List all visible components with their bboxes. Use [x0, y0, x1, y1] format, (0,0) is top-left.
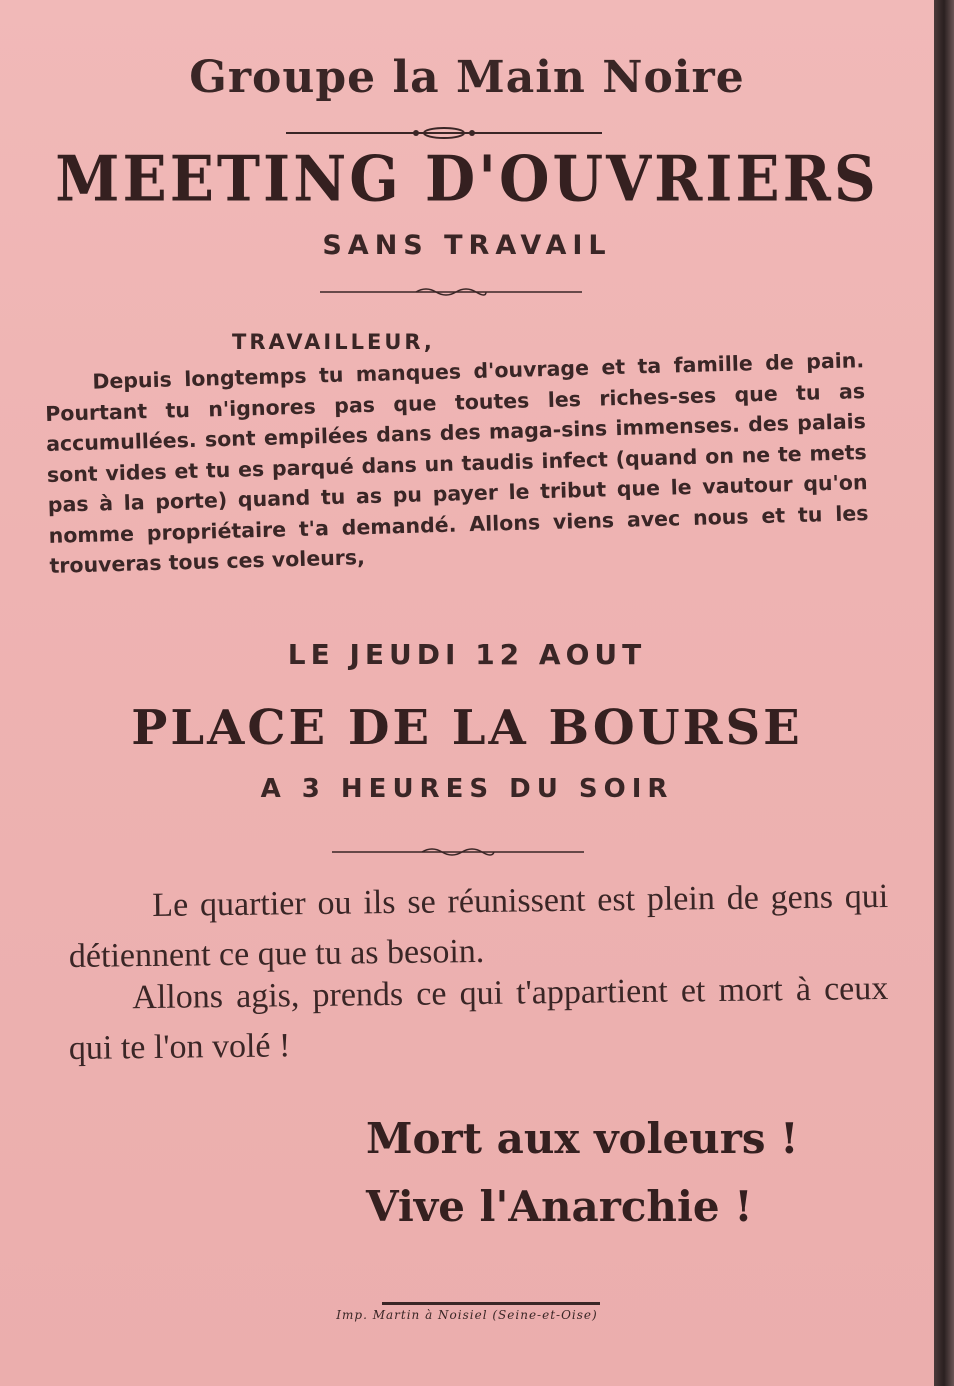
ornament-rule-middle — [320, 284, 582, 300]
slogan-mort-aux-voleurs: Mort aux voleurs ! — [366, 1114, 799, 1163]
group-name: Groupe la Main Noire — [189, 52, 745, 103]
subhead: SANS TRAVAIL — [322, 230, 612, 261]
time-line: A 3 HEURES DU SOIR — [260, 774, 674, 804]
headline: MEETING D'OUVRIERS — [55, 142, 879, 216]
body-paragraph: Depuis longtemps tu manques d'ouvrage et ta famille de pain. Pourtant tu n'ignores pas que toutes les riches-ses que tu as accumullées. sont empilées dans des maga-sins immenses. des palais sont vides et tu es parqué dans un taudis infect (quand on ne te mets pas à la porte) quand tu as pu payer le tribut que le vautour qu'on nomme propriétaire t'a demandé. Allons viens avec nous et tu les trouveras tous ces voleurs, — [44, 348, 869, 578]
place-line: PLACE DE LA BOURSE — [131, 700, 803, 756]
dark-background-edge — [934, 0, 954, 1386]
imprint-rule — [382, 1302, 600, 1305]
paragraph-quartier: Le quartier ou ils se réunissent est plein de gens qui détiennent ce que tu as besoin. — [68, 877, 889, 975]
slogan-vive-anarchie: Vive l'Anarchie ! — [366, 1182, 753, 1231]
ornament-rule-lower — [332, 844, 584, 860]
salutation: TRAVAILLEUR, — [232, 330, 435, 354]
ornament-rule-top — [286, 124, 602, 142]
printer-imprint: Imp. Martin à Noisiel (Seine-et-Oise) — [336, 1308, 598, 1322]
paragraph-allons: Allons agis, prends ce qui t'appartient et mort à ceux qui te l'on volé ! — [68, 969, 889, 1067]
date-line: LE JEUDI 12 AOUT — [287, 638, 647, 671]
